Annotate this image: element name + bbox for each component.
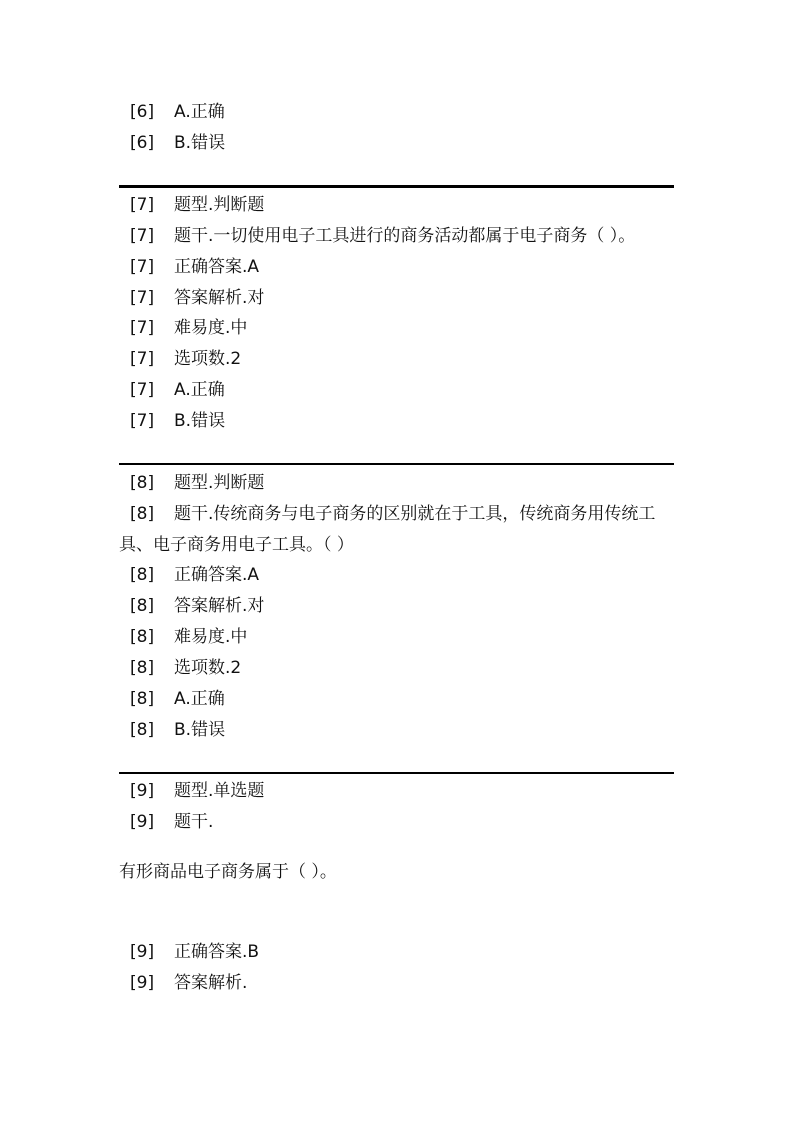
q8-explanation: [8] 答案解析.对 [130,596,265,616]
q7-difficulty: [7] 难易度.中 [130,318,248,338]
q8-type: [8] 题型.判断题 [130,473,265,493]
q7-option-a: [7] A.正确 [130,380,225,400]
q9-answer: [9] 正确答案.B [130,942,260,962]
divider [119,463,674,465]
q9-stem-label: [9] 题干. [130,812,214,832]
q8-answer: [8] 正确答案.A [130,565,260,585]
q7-answer: [7] 正确答案.A [130,257,260,277]
q6-option-b: [6] B.错误 [119,132,225,154]
q7-explanation: [7] 答案解析.对 [130,288,265,308]
q8-difficulty: [8] 难易度.中 [130,627,248,647]
q7-stem: [7] 题干.一切使用电子工具进行的商务活动都属于电子商务（ ）。 [130,226,636,246]
q7-option-b: [7] B.错误 [130,411,226,431]
q7-type: [7] 题型.判断题 [130,195,265,215]
divider [119,772,674,774]
q9-stem-text: 有形商品电子商务属于（ ）。 [119,862,337,882]
q8-option-count: [8] 选项数.2 [130,658,242,678]
divider [119,185,674,188]
q6-option-a: [6] A.正确 [119,101,225,123]
q6-tag: [6] [130,133,155,153]
q8-option-b: [8] B.错误 [130,720,226,740]
q6-tag: [6] [130,102,155,122]
q9-explanation: [9] 答案解析. [130,973,248,993]
q8-stem: [8] 题干.传统商务与电子商务的区别就在于工具，传统商务用传统工具、电子商务用电子工具。（ ） [119,504,656,555]
q7-option-count: [7] 选项数.2 [130,349,242,369]
q9-type: [9] 题型.单选题 [130,781,265,801]
q8-option-a: [8] A.正确 [130,689,225,709]
